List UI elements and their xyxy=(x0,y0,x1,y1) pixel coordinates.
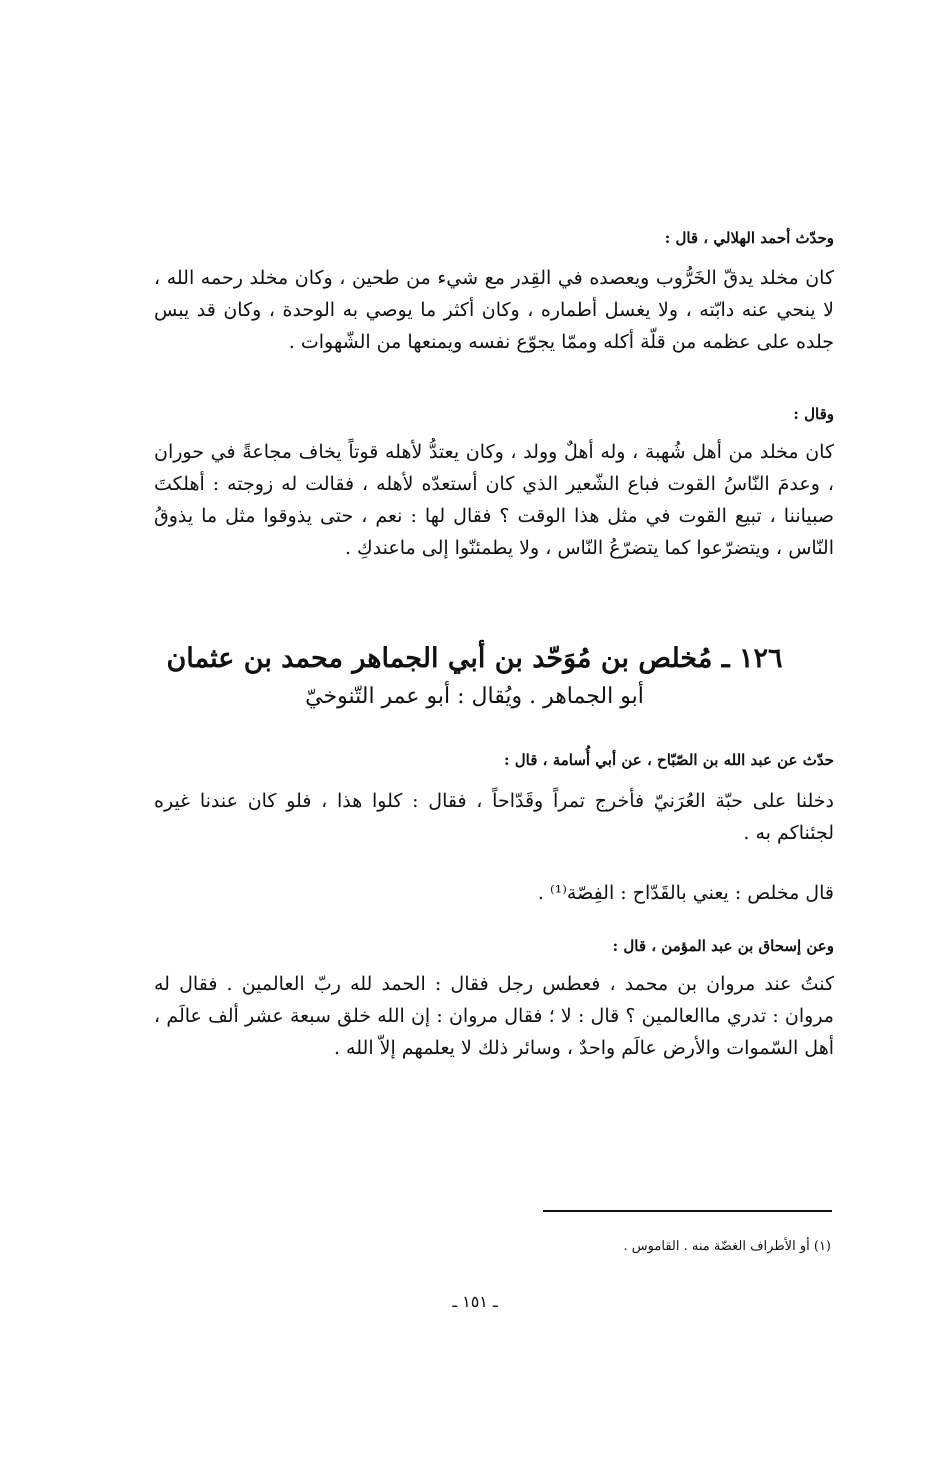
paragraph: قال مخلص : يعني بالقَدّاح : الفِصّة⁽¹⁾ . xyxy=(537,882,834,904)
paragraph: كان مخلد من أهل شُهبة ، وله أهلٌ وولد ، وكان يعتدُّ لأهله قوتاً يخاف مجاعةً في حوران ، وعدمَ النّاسُ القوت فباع الشّعير الذي كان أستعدّه لأهله ، فقالت له زوجته : أهلكتَ صبياننا ، تبيع القوت في مثل هذا الوقت ؟ فقال لها : نعم ، حتى يذوقوا مثل ما يذوقُ النّاس ، ويتضرّعوا كما يتضرّعُ النّاس ، ولا يطمئنّوا إلى ماعندكِ . xyxy=(154,441,834,559)
narrator-line: حدّث عن عبد الله بن الصّبّاح ، عن أبي أُسامة ، قال : xyxy=(504,751,834,769)
paragraph: كنتُ عند مروان بن محمد ، فعطس رجل فقال : الحمد لله ربّ العالمين . فقال له مروان : تدري ماالعالمين ؟ قال : لا ؛ فقال مروان : إن الله خلق سبعة عشر ألف عالَم ، أهل السّموات والأرض عالَم واحدٌ ، وسائر ذلك لا يعلمهم إلاّ الله . xyxy=(154,973,834,1059)
footnote-divider xyxy=(543,1210,832,1212)
paragraph: دخلنا على حبّة العُرَنيّ فأخرج تمراً وقَدّاحاً ، فقال : كلوا هذا ، فلو كان عندنا غيره لجئناكم به . xyxy=(154,790,834,844)
paragraph: كان مخلد يدقّ الخَرُّوب ويعصده في القِدر مع شيء من طحين ، وكان مخلد رحمه الله ، لا ينحي عنه دابّته ، ولا يغسل أطماره ، وكان أكثر ما يوصي به الوحدة ، وكان قد يبس جلده على عظمه من قلّة أكله وممّا يجوّع نفسه ويمنعها من الشّهوات . xyxy=(154,267,834,353)
footnote: (١) أو الأطراف الغضّة منه . القاموس . xyxy=(623,1239,831,1254)
narrator-line: وقال : xyxy=(793,405,834,423)
biography-heading: ١٢٦ ـ مُخلص بن مُوَحّد بن أبي الجماهر محمد بن عثمان xyxy=(166,643,783,674)
biography-subheading: أبو الجماهر . ويُقال : أبو عمر التّنوخيّ xyxy=(305,684,644,709)
narrator-line: وعن إسحاق بن عبد المؤمن ، قال : xyxy=(612,937,834,955)
page-number: ـ ١٥١ ـ xyxy=(452,1292,498,1311)
narrator-line: وحدّث أحمد الهلالي ، قال : xyxy=(664,229,834,247)
